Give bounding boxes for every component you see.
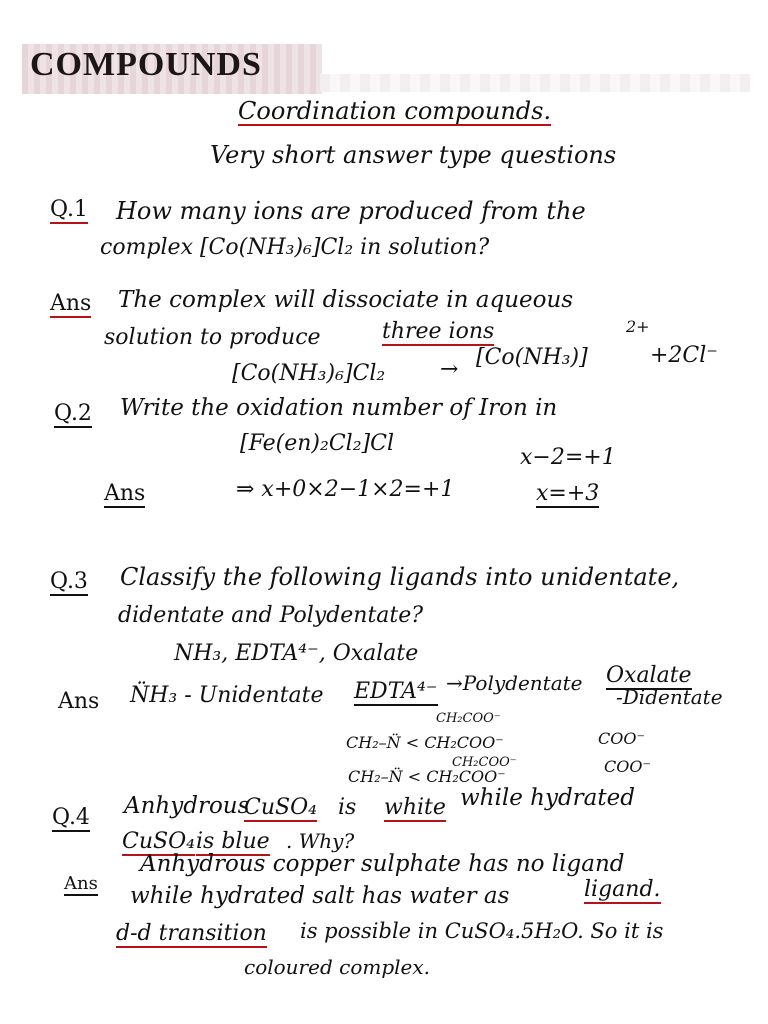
q3-answer-label: Ans [58,689,100,714]
edta-structure-line4: CH₂–N̈ < CH₂COO⁻ [348,767,506,786]
q3-answer-polydentate: →Polydentate [446,671,583,695]
q3-answer-oxalate: Oxalate [606,664,692,690]
q1-answer-line1: The complex will dissociate in aqueous [118,287,574,313]
q2-working-2: x−2=+1 [520,445,616,470]
header-banner [22,44,322,94]
q2-question-line1: Write the oxidation number of Iron in [120,395,558,421]
q4-line1-e: while hydrated [460,785,635,811]
q4-label: Q.4 [52,806,90,832]
q1-answer-line2a: solution to produce [104,325,321,350]
q4-line2-c: . Why? [286,829,355,853]
q1-question-line1: How many ions are produced from the [116,197,586,225]
q3-answer-edta: EDTA⁴⁻ [354,680,438,706]
q4-line1-c: is [338,795,357,820]
q2-label: Q.2 [54,402,92,428]
q4-line1-a: Anhydrous [124,793,250,819]
q2-working-3: x=+3 [536,482,599,508]
banner-title: COMPOUNDS [30,46,262,83]
q1-charge: 2+ [626,317,650,336]
q4-answer-line2a: while hydrated salt has water as [130,883,510,909]
q1-answer-label: Ans [50,292,91,318]
q1-answer-line2b: three ions [382,320,494,346]
edta-structure-line1: CH₂COO⁻ [436,711,501,726]
edta-structure-line3: CH₂COO⁻ [452,755,517,770]
q1-equation-left: [Co(NH₃)₆]Cl₂ [232,361,386,386]
q4-line1-d: white [384,796,446,822]
q1-question-line2: complex [Co(NH₃)₆]Cl₂ in solution? [100,235,490,260]
q4-answer-line1: Anhydrous copper sulphate has no ligand [140,851,625,877]
q1-label: Q.1 [50,198,88,224]
q4-answer-label: Ans [64,873,98,894]
oxalate-structure-top: COO⁻ [598,729,645,748]
q3-label: Q.3 [50,570,88,596]
q2-working-1: ⇒ x+0×2−1×2=+1 [236,477,455,502]
q3-answer-unidentate: N̈H₃ - Unidentate [130,683,324,708]
q4-answer-line3a: d-d transition [116,922,267,948]
q2-question-line2: [Fe(en)₂Cl₂]Cl [240,431,394,456]
q3-question-line3: NH₃, EDTA⁴⁻, Oxalate [174,641,419,666]
arrow-icon: → [440,357,459,382]
q1-equation-right: [Co(NH₃)] [476,345,588,370]
q3-answer-didentate: -Didentate [616,685,723,709]
q4-line2-a: CuSO₄ [122,830,195,856]
q4-answer-line4: coloured complex. [244,955,430,979]
q3-question-line2: didentate and Polydentate? [118,603,424,628]
page-title: Coordination compounds. [238,97,552,125]
q4-answer-line3b: is possible in CuSO₄.5H₂O. So it is [300,919,664,943]
q4-answer-line2b: ligand. [584,878,661,904]
q3-question-line1: Classify the following ligands into unidentate, [120,563,680,591]
banner-strip [320,74,750,92]
q4-line1-b: CuSO₄ [244,796,317,822]
oxalate-structure-bottom: COO⁻ [604,757,651,776]
q4-line2-b: is blue [196,830,270,856]
q1-equation-tail: +2Cl⁻ [650,343,718,368]
edta-structure-line2: CH₂–N̈ < CH₂COO⁻ [346,733,504,752]
q2-answer-label: Ans [104,482,145,508]
page-subtitle: Very short answer type questions [210,141,617,169]
